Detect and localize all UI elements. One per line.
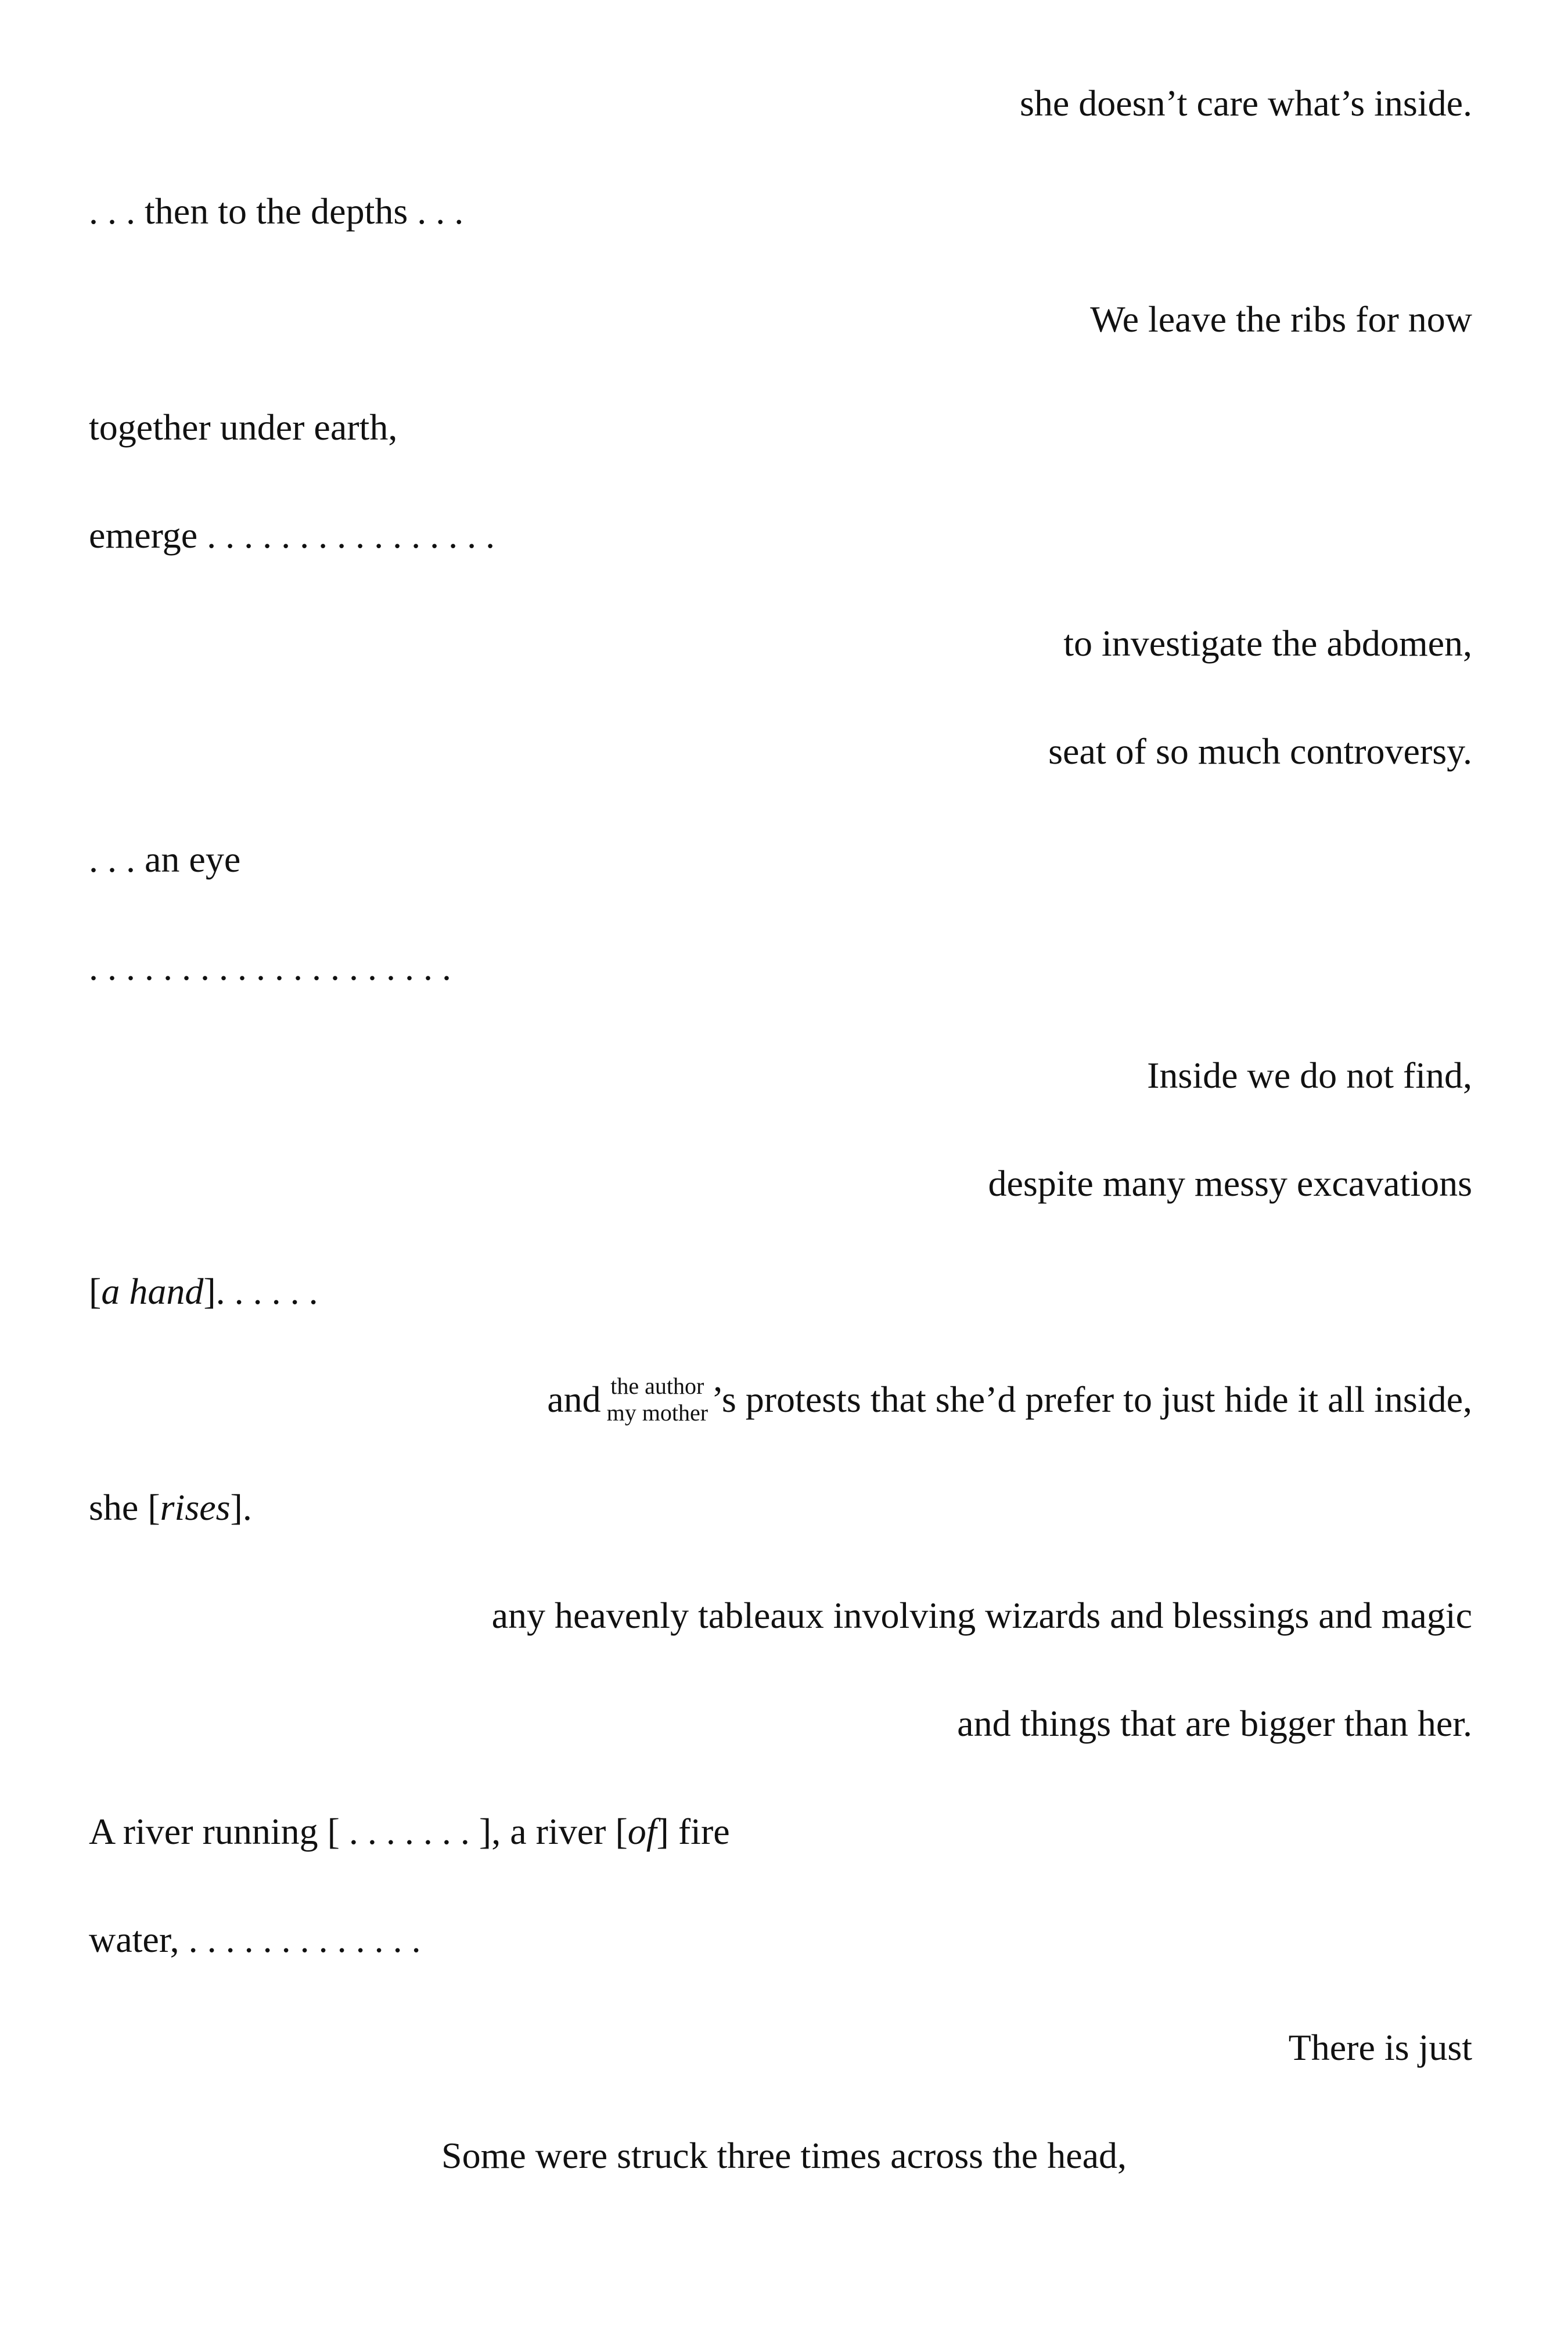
poem-line-15: any heavenly tableaux involving wizards and blessings and magic: [491, 1595, 1472, 1636]
bracket-open: [: [89, 1271, 102, 1312]
poem-line-3: We leave the ribs for now: [1090, 299, 1472, 340]
italic-phrase: rises: [160, 1487, 231, 1528]
poem-line-20: Some were struck three times across the head,: [441, 2135, 1127, 2176]
poem-line-6: to investigate the abdomen,: [1063, 623, 1472, 664]
italic-phrase: of: [627, 1811, 657, 1852]
bracket-close: ]. . . . . .: [203, 1271, 318, 1312]
poem-line-8: . . . an eye: [89, 839, 241, 880]
line-tail: ].: [230, 1487, 252, 1528]
stack-top-text: the author: [610, 1373, 704, 1400]
line-lead: A river running [ . . . . . . . ], a river [: [89, 1811, 628, 1852]
poem-line-4: together under earth,: [89, 407, 398, 448]
line-lead: she [: [89, 1487, 160, 1528]
line-lead: and: [547, 1379, 601, 1420]
poem-line-16: and things that are bigger than her.: [957, 1703, 1472, 1744]
poem-line-5: emerge . . . . . . . . . . . . . . . .: [89, 515, 495, 556]
poem-line-2: . . . then to the depths . . .: [89, 190, 464, 232]
poem-line-14: [89, 1484, 252, 1531]
stacked-alternatives: [607, 1373, 708, 1426]
italic-phrase: a hand: [101, 1271, 204, 1312]
poem-line-19: There is just: [1288, 2027, 1472, 2068]
poem-line-9: . . . . . . . . . . . . . . . . . . . .: [89, 947, 451, 988]
poem-line-13: [547, 1373, 1472, 1430]
poem-line-17: [89, 1808, 730, 1855]
poem-line-12: [89, 1268, 318, 1315]
poem-line-10: Inside we do not find,: [1147, 1055, 1472, 1096]
poem-line-7: seat of so much controversy.: [1048, 731, 1472, 772]
poem-line-11: despite many messy excavations: [988, 1163, 1472, 1204]
line-tail: ’s protests that she’d prefer to just hide it all inside,: [711, 1379, 1472, 1420]
poem-line-1: she doesn’t care what’s inside.: [1019, 82, 1472, 124]
poem-line-18: water, . . . . . . . . . . . . .: [89, 1919, 421, 1960]
line-tail: ] fire: [656, 1811, 730, 1852]
stack-bottom-text: my mother: [606, 1400, 709, 1426]
